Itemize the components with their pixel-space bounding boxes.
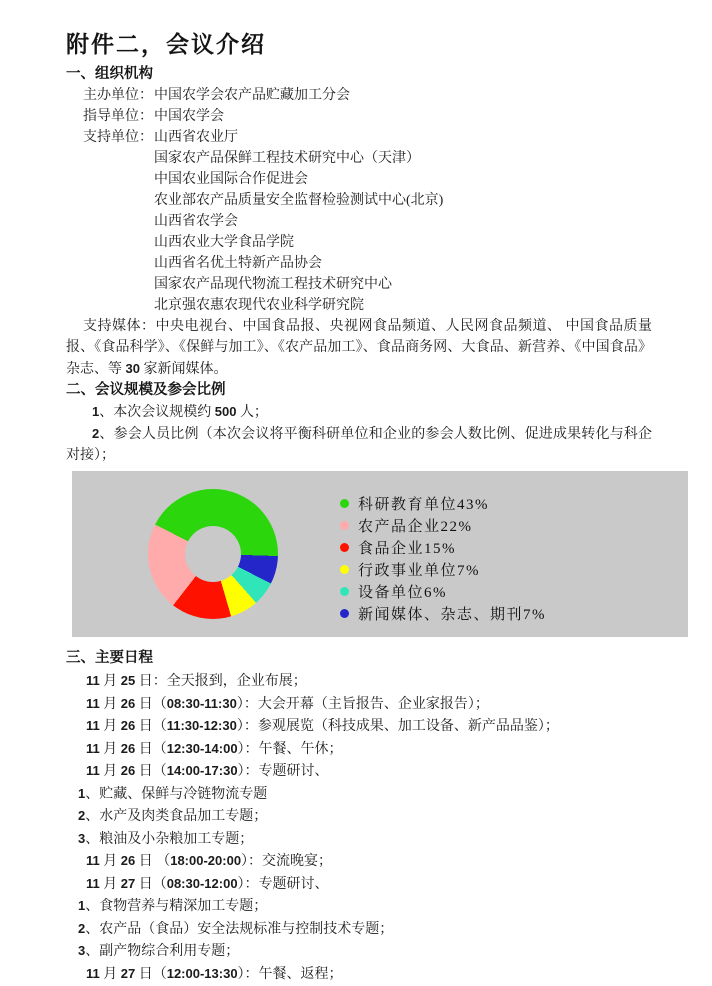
document-title: 附件二，会议介绍 [66,32,266,57]
section-heading-scale: 二、会议规模及参会比例 [66,382,226,398]
scale-item-2: 2、参会人员比例（本次会议将平衡科研单位和企业的参会人数比例、促进成果转化与科企对接）； [66,426,652,463]
legend-label: 科研教育单位43% [358,496,489,513]
org-entry-line: 山西省农业厅 [154,130,238,145]
legend-color-dot [340,609,349,618]
org-entry-line: 农业部农产品质量安全监督检验测试中心(北京) [154,193,444,208]
legend-label: 行政事业单位7% [358,562,480,579]
org-entry-line: 国家农产品保鲜工程技术研究中心（天津） [154,151,420,166]
org-entries [83,85,669,316]
org-entry-line: 北京强农惠农现代农业科学研究院 [154,298,364,313]
org-entry [83,127,669,316]
schedule-line: 11 月 25 日：全天报到，企业布展； [86,673,307,689]
legend-item [340,580,546,602]
legend-item [340,536,546,558]
legend-label: 农产品企业22% [358,518,473,535]
schedule-line: 3、粮油及小杂粮加工专题； [78,830,254,847]
org-entry-line: 山西省名优土特新产品协会 [154,256,322,271]
org-entry-lines [154,127,669,316]
schedule-line: 11 月 27 日（08:30-12:00）：专题研讨、 [86,875,329,892]
schedule-line: 2、水产及肉类食品加工专题； [78,808,268,824]
legend-item [340,492,546,514]
org-entry-line: 中国农业国际合作促进会 [154,172,308,187]
section-heading-organization: 一、组织机构 [66,66,153,82]
section-heading-schedule: 三、主要日程 [66,650,153,666]
legend-color-dot [340,543,349,552]
legend-item [340,602,546,624]
chart-legend [340,492,546,624]
legend-item [340,514,546,536]
donut-hole [185,526,241,582]
schedule-line: 1、食物营养与精深加工专题； [78,898,268,914]
media-support-paragraph: 支持媒体：中央电视台、中国食品报、央视网食品频道、人民网食品频道、 中国食品质量报、《食品科学》、《保鲜与加工》、《农产品加工》、食品商务网、大食品、新营养、《中国食品》杂志、等 30 家新闻媒体。 [66,319,652,377]
schedule-line: 3、副产物综合利用专题； [78,943,240,959]
org-entry [83,85,669,106]
legend-label: 新闻媒体、杂志、期刊7% [358,606,546,623]
legend-color-dot [340,587,349,596]
schedule-line: 11 月 26 日（14:00-17:30）：专题研讨、 [86,763,329,779]
schedule-line: 11 月 27 日（12:00-13:30）：午餐、返程； [86,965,343,982]
schedule-line: 11 月 26 日（08:30-11:30）：大会开幕（主旨报告、企业家报告）； [86,695,489,712]
legend-color-dot [340,499,349,508]
org-entry [83,106,669,127]
legend-label: 设备单位6% [358,584,447,601]
org-entry-line: 山西农业大学食品学院 [154,235,294,250]
legend-color-dot [340,565,349,574]
org-entry-line: 山西省农学会 [154,214,238,229]
legend-label: 食品企业15% [358,540,456,557]
scale-item-1: 1、本次会议规模约 500 人； [92,404,268,420]
schedule-line: 11 月 26 日 （18:00-20:00）：交流晚宴； [86,853,333,869]
schedule-line: 11 月 26 日（11:30-12:30）：参观展览（科技成果、加工设备、新产品品鉴）； [86,718,559,734]
org-entry-lines [154,106,669,127]
org-entry-line: 中国农学会 [154,109,224,124]
org-entry-line: 中国农学会农产品贮藏加工分会 [154,88,350,103]
chart-panel [72,471,688,637]
org-entry-label: 支持单位： [83,130,153,145]
org-entry-label: 主办单位： [83,88,153,103]
legend-color-dot [340,521,349,530]
org-entry-lines [154,85,669,106]
participation-donut-chart [148,489,278,619]
schedule-line: 1、贮藏、保鲜与冷链物流专题 [78,785,268,802]
legend-item [340,558,546,580]
org-entry-line: 国家农产品现代物流工程技术研究中心 [154,277,392,292]
schedule-line: 2、农产品（食品）安全法规标准与控制技术专题； [78,920,394,937]
org-entry-label: 指导单位： [83,109,153,124]
schedule-line: 11 月 26 日（12:30-14:00）：午餐、午休； [86,740,343,757]
schedule-section [66,648,692,985]
schedule-lines [66,670,692,985]
